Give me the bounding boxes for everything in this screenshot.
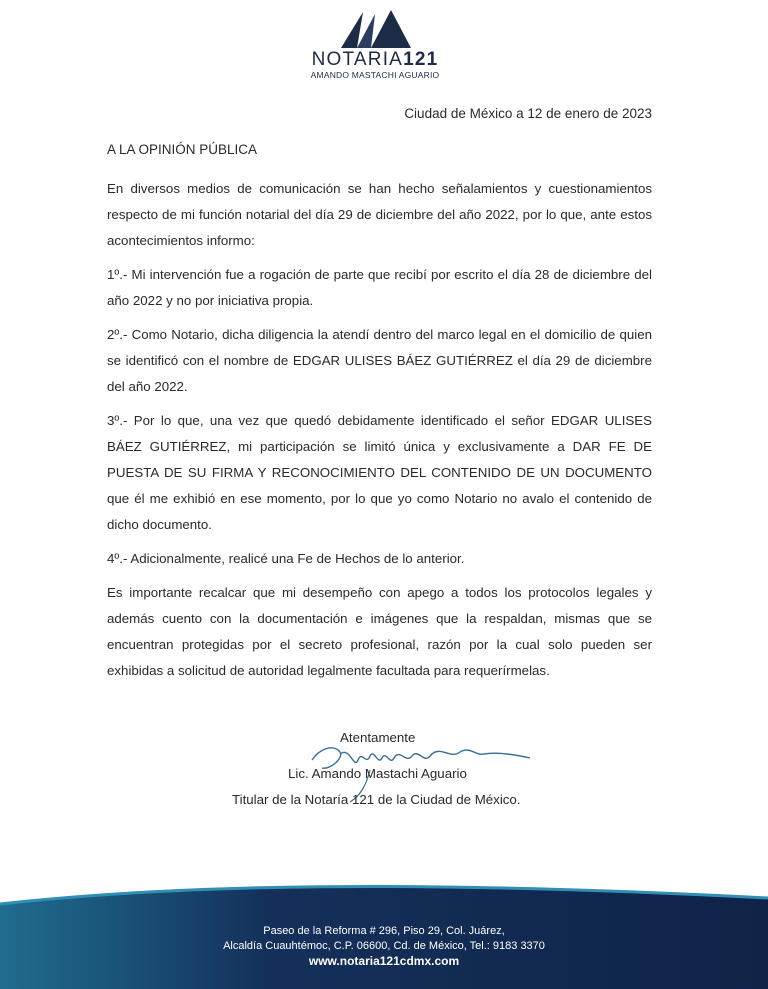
footer-website-link[interactable]: www.notaria121cdmx.com [308,954,460,968]
logo-subtitle: AMANDO MASTACHI AGUARIO [310,70,440,80]
signer-title: Titular de la Notaría 121 de la Ciudad de México. [232,792,521,807]
logo-brand-name: NOTARIA121 [311,49,439,70]
paragraph-point-3: 3º.- Por lo que, una vez que quedó debidamente identificado el señor EDGAR ULISES BÁEZ GUTIÉRREZ, mi participación se limitó única y exclusivamente a DAR FE DE PUESTA DE SU FIRMA Y RECONOCIMIENTO DEL CONTENIDO DE UN DOCUMENTO que él me exhibió en ese momento, por lo que yo como Notario no avalo el contenido de dicho documento. [107,413,652,532]
letter-date: Ciudad de México a 12 de enero de 2023 [404,106,652,121]
paragraph-point-1: 1º.- Mi intervención fue a rogación de parte que recibí por escrito el día 28 de diciembre del año 2022 y no por iniciativa propia. [107,267,652,308]
paragraph-point-2: 2º.- Como Notario, dicha diligencia la atendí dentro del marco legal en el domicilio de quien se identificó con el nombre de EDGAR ULISES BÁEZ GUTIÉRREZ el día 29 de diciembre del año 2022. [107,327,652,394]
mountain-logo-icon [335,8,415,52]
letter-addressee: A LA OPINIÓN PÚBLICA [107,142,258,157]
letter-body [107,176,652,692]
paragraph-point-4: 4º.- Adicionalmente, realicé una Fe de Hechos de lo anterior. [107,551,465,566]
paragraph-conclusion: Es importante recalcar que mi desempeño con apego a todos los protocolos legales y además cuento con la documentación e imágenes que la respaldan, mismas que se encuentran protegidas por el secreto profesional, razón por la cual solo pueden ser exhibidas a solicitud de autoridad legalmente facultada para requerírmelas. [107,585,652,678]
paragraph-intro: En diversos medios de comunicación se han hecho señalamientos y cuestionamientos respecto de mi función notarial del día 29 de diciembre del año 2022, por lo que, ante estos acontecimientos informo: [107,181,652,248]
closing-greeting: Atentamente [340,730,416,745]
signer-name: Lic. Amando Mastachi Aguario [288,766,467,781]
notary-logo [290,8,460,88]
footer-band [0,880,768,989]
footer-address-line-2: Alcaldía Cuauhtémoc, C.P. 06600, Cd. de México, Tel.: 9183 3370 [223,940,545,952]
footer-address-line-1: Paseo de la Reforma # 296, Piso 29, Col. Juárez, [263,925,505,937]
